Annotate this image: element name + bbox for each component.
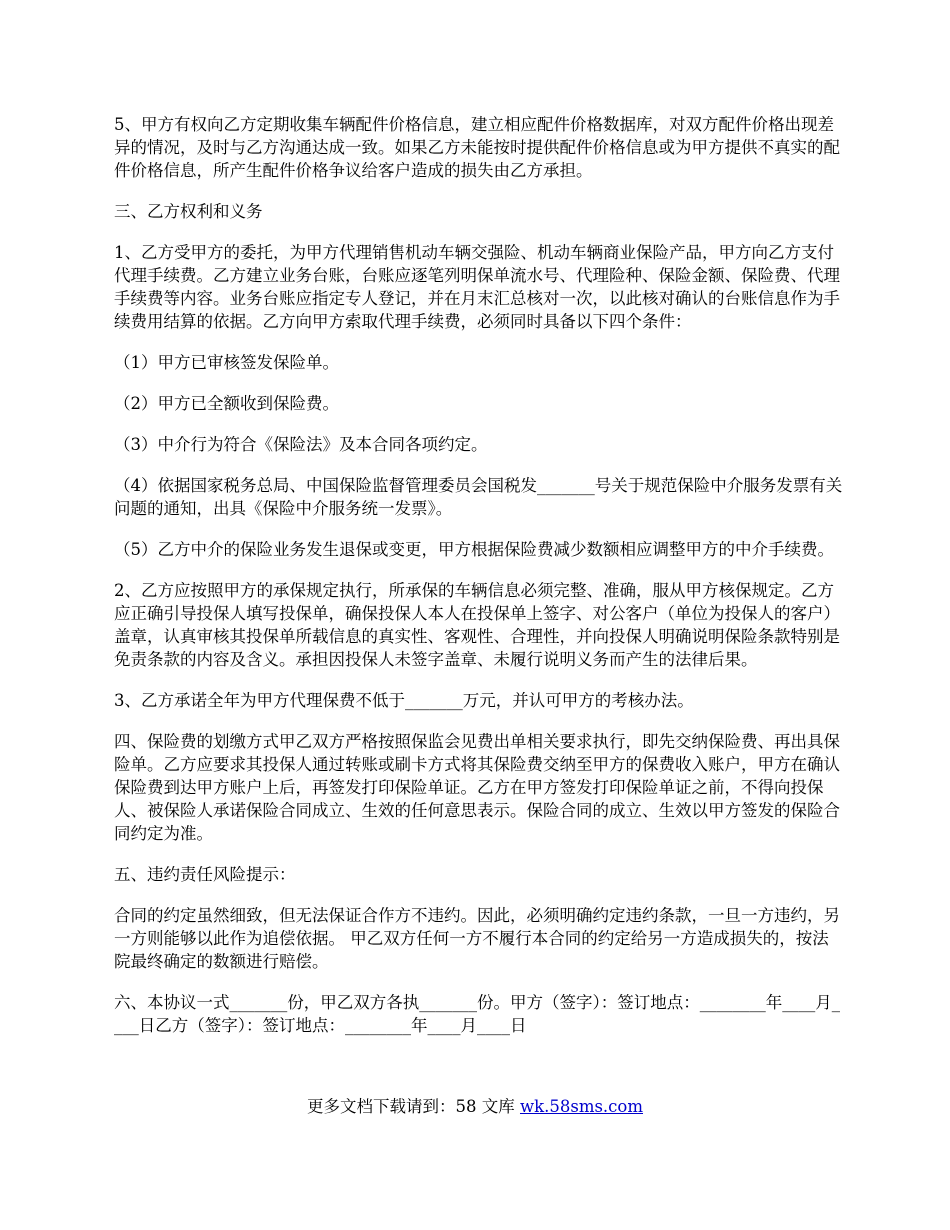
document-body: [114, 113, 844, 1055]
section-3-heading: 三、乙方权利和义务: [114, 202, 263, 221]
condition-1-item: （1）甲方已审核签发保险单。: [114, 353, 339, 372]
condition-3-item: （3）中介行为符合《保险法》及本合同各项约定。: [114, 435, 488, 454]
footer-link[interactable]: wk.58sms.com: [519, 1097, 643, 1116]
clause-1-paragraph: 1、乙方受甲方的委托，为甲方代理销售机动车辆交强险、机动车辆商业保险产品，甲方向乙方支付代理手续费。乙方建立业务台账，台账应逐笔列明保单流水号、代理险种、保险金额、保险费、代理手续费等内容。业务台账应指定专人登记，并在月末汇总核对一次，以此核对确认的台账信息作为手续费用结算的依据。乙方向甲方索取代理手续费，必须同时具备以下四个条件：: [114, 243, 840, 331]
clause-2-paragraph: 2、乙方应按照甲方的承保规定执行，所承保的车辆信息必须完整、准确，服从甲方核保规定。乙方应正确引导投保人填写投保单，确保投保人本人在投保单上签字、对公客户（单位为投保人的客户）盖章，认真审核其投保单所载信息的真实性、客观性、合理性，并向投保人明确说明保险条款特别是免责条款的内容及含义。承担因投保人未签字盖章、未履行说明义务而产生的法律后果。: [114, 581, 840, 669]
section-4-paragraph: 四、保险费的划缴方式甲乙双方严格按照保监会见费出单相关要求执行，即先交纳保险费、再出具保险单。乙方应要求其投保人通过转账或刷卡方式将其保险费交纳至甲方的保费收入账户，甲方在确认保险费到达甲方账户上后，再签发打印保险单证。乙方在甲方签发打印保险单证之前，不得向投保人、被保险人承诺保险合同成立、生效的任何意思表示。保险合同的成立、生效以甲方签发的保险合同约定为准。: [114, 732, 840, 843]
clause-3-paragraph: 3、乙方承诺全年为甲方代理保费不低于_______万元，并认可甲方的考核办法。: [114, 691, 694, 710]
breach-paragraph: 合同的约定虽然细致，但无法保证合作方不违约。因此，必须明确约定违约条款，一旦一方违约，另一方则能够以此作为追偿依据。 甲乙双方任何一方不履行本合同的约定给另一方造成损失的，按法院最终确定的数额进行赔偿。: [114, 906, 840, 971]
footer-text: 更多文档下载请到：58 文库: [306, 1097, 520, 1116]
clause-5-paragraph: 5、甲方有权向乙方定期收集车辆配件价格信息，建立相应配件价格数据库，对双方配件价格出现差异的情况，及时与乙方沟通达成一致。如果乙方未能按时提供配件价格信息或为甲方提供不真实的配件价格信息，所产生配件价格争议给客户造成的损失由乙方承担。: [114, 115, 840, 180]
section-5-heading: 五、违约责任风险提示：: [114, 865, 296, 884]
condition-2-item: （2）甲方已全额收到保险费。: [114, 394, 339, 413]
section-6-signature-paragraph: 六、本协议一式_______份，甲乙双方各执_______份。甲方（签字）：签订地点：________年____月____日乙方（签字）：签订地点：________年____月____日: [114, 993, 840, 1035]
condition-5-item: （5）乙方中介的保险业务发生退保或变更，甲方根据保险费减少数额相应调整甲方的中介手续费。: [114, 540, 834, 559]
condition-4-item: （4）依据国家税务总局、中国保险监督管理委员会国税发_______号关于规范保险中介服务发票有关问题的通知，出具《保险中介服务统一发票》。: [114, 476, 843, 518]
page-footer: [0, 1095, 950, 1119]
